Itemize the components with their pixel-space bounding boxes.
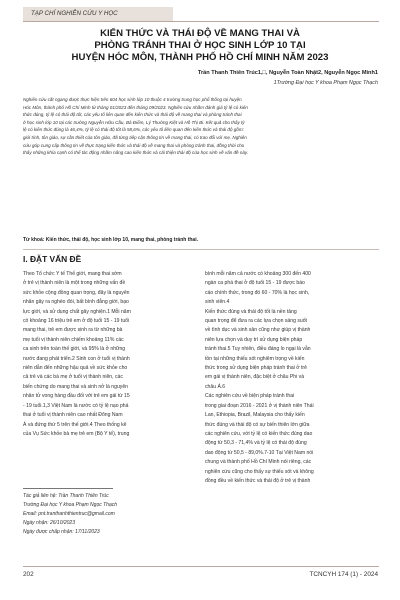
author-list: Trần Thanh Thiên Trúc1,□, Nguyễn Toàn Nhật2, Nguyễn Ngọc Minh1 (197, 70, 378, 76)
body-column-left (23, 270, 195, 439)
abstract-line: giới tính, tôn giáo, sự cần thiết của tôn giáo, đã từng tiếp cận thông tin về mang thai, có trao đổi với mẹ. Nghiên (23, 134, 247, 140)
page-header (0, 0, 400, 22)
body-line: sức khỏe cộng đồng quan trọng, đây là nguyên (23, 289, 130, 296)
body-line: niên lựa chọn và duy trì sử dụng biện pháp (205, 336, 303, 343)
body-column-right (205, 270, 377, 486)
body-line: chung và thành phố Hồ Chí Minh nói riêng, các (205, 459, 312, 466)
abstract-line: lệ có kiến thức đúng là 46,4%, tỷ lệ có thái độ tốt là 58,6%, các yếu tố liên quan đến kiến thức và thái độ gồm: (23, 127, 244, 133)
abstract (23, 96, 377, 157)
title-line: HUYỆN HÓC MÔN, THÀNH PHỐ HỒ CHÍ MINH NĂM 2023 (71, 52, 329, 63)
body-line: động từ 50,3 - 71,4% và tỷ lệ có thái độ đúng (205, 440, 307, 447)
body-line: đồng đều về kiến thức và thái độ ở trẻ vị thành (205, 477, 311, 484)
body-line: nhân tử vong hàng đầu đối với trẻ em gái từ 15 (23, 393, 130, 400)
footnote-line: Trường Đại học Y khoa Phạm Ngọc Thạch (23, 502, 118, 508)
body-line: mẹ tuổi vị thành niên chiếm khoảng 11% các (23, 336, 124, 343)
footer-rule (23, 566, 379, 567)
body-line: ca sinh trên toàn thế giới, và 95% là ở những (23, 346, 126, 353)
body-line: nghiên cứu cũng cho thấy sự thiếu sót và không (205, 468, 314, 475)
body-line: lực giới, và sử dụng chất gây nghiện.1 Mỗi năm (23, 308, 131, 315)
body-line: quan trọng để đưa ra các lựa chọn sáng suốt (205, 318, 307, 325)
abstract-line: thấy những khía cạnh có thể tác động nhằm nâng cao kiến thức và cải thiện thái độ của học sinh về vấn đề này. (23, 150, 249, 156)
title-line: KIẾN THỨC VÀ THÁI ĐỘ VỀ MANG THAI VÀ (100, 28, 300, 39)
body-line: nhân gây ra nghèo đói, bất bình đẳng giới, bạo (23, 299, 129, 306)
body-line: mang thai, trẻ em được sinh ra từ những bà (23, 327, 123, 334)
body-line: châu Á.6 (205, 383, 226, 390)
body-line: Theo Tổ chức Y tế Thế giới, mang thai sớm (23, 271, 122, 277)
body-line: ở trẻ vị thành niên là một trong những vấn đề (23, 280, 126, 287)
footnote-line: Ngày được chấp nhận: 17/11/2023 (23, 529, 100, 535)
body-line: em gái vị thành niên, đặc biệt ở châu Phi và (205, 374, 305, 381)
page-number: 202 (23, 571, 34, 578)
divider (23, 249, 379, 250)
article-title (30, 28, 370, 64)
footnote-line: Tác giả liên hệ: Trần Thanh Thiên Trúc (23, 493, 109, 499)
body-line: biến chứng do mang thai và sinh nở là nguyên (23, 383, 129, 390)
body-line: - 19 tuổi.1,3 Việt Nam là nước có tỷ lệ nạo phá (23, 402, 129, 409)
body-line: về tình dục và sinh sản cũng như giúp vị thành (205, 327, 311, 334)
body-line: cả trẻ và các bà mẹ ở tuổi vị thành niên, các (23, 374, 123, 381)
body-line: Á và đứng thứ 5 trên thế giới.4 Theo thống kê (23, 421, 127, 428)
body-line: ngàn ca phá thai ở độ tuổi 15 - 19 được báo (205, 280, 305, 287)
body-line: thai ở tuổi vị thành niên cao nhất Đông Nam (23, 412, 123, 419)
body-line: sinh viên.4 (205, 299, 230, 306)
body-line: tránh thai.5 Tuy nhiên, điều đáng lo ngại là vẫn (205, 346, 311, 353)
journal-tag: TẠP CHÍ NGHIÊN CỨU Y HỌC (23, 7, 173, 21)
body-line: thức đúng và thái độ có sự biến thiên lớn giữa (205, 421, 310, 428)
body-line: trong giai đoạn 2016 - 2021 ở vị thành niên Thái (205, 402, 314, 409)
body-line: có khoảng 16 triệu trẻ em ở độ tuổi 15 - 19 tuổi (23, 318, 130, 325)
body-line: niên dẫn đến những hậu quả về sức khỏe cho (23, 365, 128, 372)
abstract-line: cứu góp cung cấp thông tin về thực trạng kiến thức và thái độ về mang thai và phòng tránh thai, đồng thời cho (23, 142, 245, 148)
abstract-line: Nghiên cứu cắt ngang được thực hiện trên 604 học sinh lớp 10 thuộc 4 trường trung học phổ thông tại huyện (23, 97, 242, 102)
abstract-line: thức đúng, tỷ lệ có thái độ tốt, các yếu tố liên quan đến kiến thức và thái độ về mang thai và phòng tránh thai (23, 112, 242, 118)
body-line: của Vụ Sức khỏe bà mẹ trẻ em (Bộ Y tế), trung (23, 430, 130, 437)
footnote-line: Ngày nhận: 26/10/2023 (23, 520, 75, 526)
abstract-line: ở học sinh lớp 10 tại các trường Nguyễn Hữu Cầu, Bà Điểm, Lý Thường Kiệt và Hồ Thị Bi. Kết quả cho thấy tỷ (23, 119, 245, 125)
footnote-line: Email: pnt.tranthanhthientruc@gmail.com (23, 511, 115, 517)
correspondence-footnote (23, 492, 198, 537)
body-line: dao động từ 50,5 - 89,0%.7-10 Tại Việt Nam nói (205, 449, 314, 456)
body-line: thức trong sử dụng biện pháp tránh thai ở trẻ (205, 365, 307, 372)
body-line: bình mỗi năm cả nước có khoảng 300 đến 400 (205, 271, 311, 277)
body-line: Lan, Ethiopia, Brazil, Malaysia cho thấy kiến (205, 412, 305, 419)
header-rule (23, 21, 379, 22)
body-line: cáo chính thức, trong đó 60 - 70% là học sinh, (205, 289, 310, 296)
title-line: PHÒNG TRÁNH THAI Ở HỌC SINH LỚP 10 TẠI (94, 40, 306, 51)
section-heading: I. ĐẶT VẤN ĐỀ (23, 254, 82, 264)
body-line: tồn tại những thiếu sót nghiêm trọng về kiến (205, 355, 305, 362)
body-line: nước đang phát triển.2 Sinh con ở tuổi vị thành (23, 355, 130, 362)
journal-issue: TCNCYH 174 (1) - 2024 (309, 571, 378, 578)
body-line: các nghiên cứu, với tỷ lệ có kiến thức đúng dao (205, 430, 313, 437)
body-line: Các nghiên cứu về biện pháp tránh thai (205, 393, 295, 400)
footnote-rule (23, 488, 113, 489)
affiliation: 1Trường Đại học Y khoa Phạm Ngọc Thạch (273, 80, 378, 86)
keywords: Từ khoá: Kiến thức, thái độ, học sinh lớp 10, mang thai, phòng tránh thai. (23, 237, 198, 243)
abstract-line: Hóc Môn, thành phố Hồ Chí Minh từ tháng 01/2023 đến tháng 09/2023. Nghiên cứu nhằm đánh giá tỷ lệ có kiến (23, 104, 248, 110)
body-line: Kiến thức đúng và thái độ tốt là nền tảng (205, 308, 297, 315)
